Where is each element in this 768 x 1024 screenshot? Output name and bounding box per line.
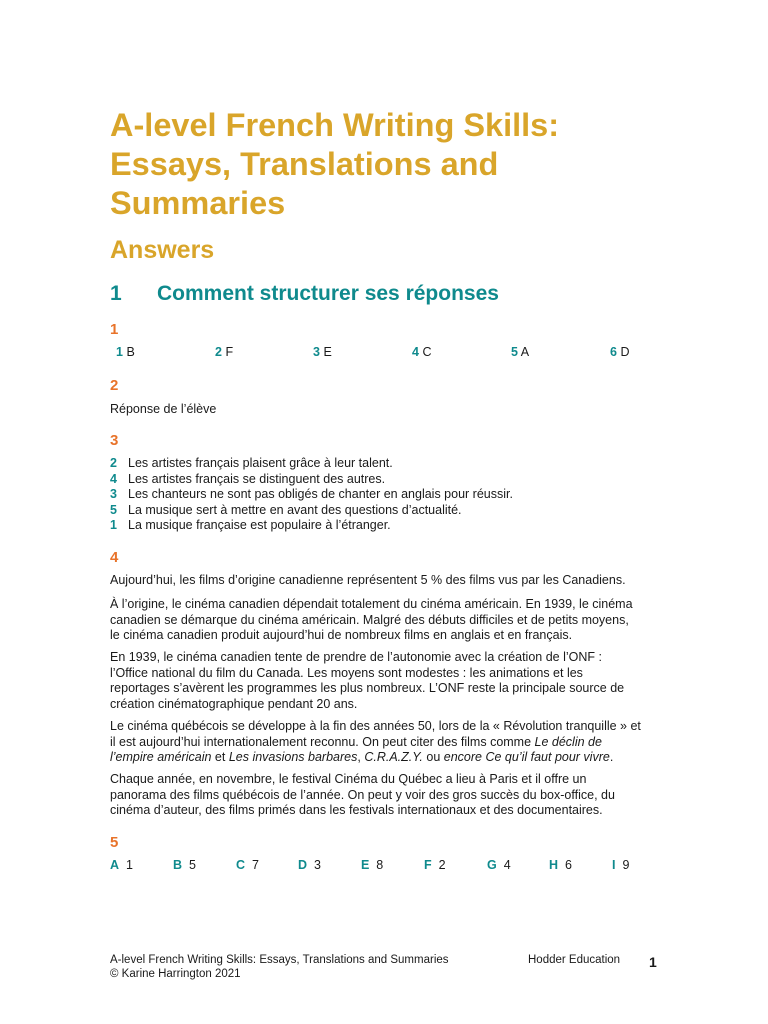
- answer-number: 6: [610, 345, 617, 359]
- answer-item: [313, 345, 332, 360]
- paragraph: [110, 573, 662, 589]
- list-item-text: Les artistes français plaisent grâce à leur talent.: [128, 456, 393, 470]
- answers-heading: Answers: [110, 236, 215, 264]
- answer-letter: A: [520, 345, 530, 359]
- answer-item: [236, 858, 259, 873]
- answer-number: 8: [376, 858, 384, 872]
- answer-letter: I: [612, 858, 616, 872]
- document-title: [110, 106, 670, 223]
- question-4-heading: 4: [110, 549, 119, 566]
- answer-letter: A: [110, 858, 120, 872]
- question-5-heading: 5: [110, 834, 119, 851]
- answer-letter: C: [236, 858, 246, 872]
- answer-number: 2: [438, 858, 446, 872]
- question-2-heading: 2: [110, 377, 119, 394]
- answer-number: 3: [313, 858, 321, 872]
- answer-letter: D: [298, 858, 308, 872]
- question-3-list: [110, 456, 670, 534]
- paragraph-line: cinéma d’auteur, des films primés dans les festivals internationaux et des documentaires.: [110, 803, 603, 817]
- answer-item: [116, 345, 135, 360]
- list-item: [110, 472, 670, 488]
- paragraph-line: [110, 750, 662, 766]
- answer-letter: F: [225, 345, 234, 359]
- paragraph: [110, 597, 662, 644]
- answer-item: [361, 858, 383, 873]
- footer-publisher: Hodder Education: [528, 954, 621, 966]
- list-item: [110, 503, 670, 519]
- title-line-3: Summaries: [110, 185, 286, 221]
- answer-item: [610, 345, 629, 360]
- film-title: C.R.A.Z.Y.: [364, 750, 423, 764]
- list-item: [110, 518, 670, 534]
- list-item-text: La musique sert à mettre en avant des questions d’actualité.: [128, 502, 462, 517]
- answer-letter: E: [361, 858, 370, 872]
- paragraph-line: Aujourd’hui, les films d’origine canadienne représentent 5 % des films vus par les Canadiens.: [110, 573, 626, 587]
- paragraph: [110, 719, 662, 766]
- answer-item: [110, 858, 133, 873]
- answer-item: [549, 858, 572, 873]
- paragraph: [110, 772, 662, 819]
- answer-number: 3: [313, 345, 320, 359]
- paragraph-line: Chaque année, en novembre, le festival Cinéma du Québec a lieu à Paris et il offre un: [110, 772, 587, 786]
- answer-number: 5: [188, 858, 196, 872]
- title-line-2: Essays, Translations and: [110, 146, 499, 182]
- answer-item: [487, 858, 511, 873]
- film-title: Le déclin de: [534, 734, 602, 749]
- answer-number: 1: [125, 858, 133, 872]
- chapter-title: Comment structurer ses réponses: [157, 282, 499, 305]
- footer-book-title: A-level French Writing Skills: Essays, Translations and Summaries: [110, 954, 449, 966]
- paragraph-line: reportages s’avèrent les programmes les plus nombreux. L’ONF reste la principale source de: [110, 681, 625, 695]
- answer-item: [173, 858, 196, 873]
- film-title: encore Ce qu’il faut pour vivre: [443, 750, 610, 764]
- film-title: Les invasions barbares: [228, 750, 358, 764]
- answer-number: 2: [215, 345, 222, 359]
- answer-letter: C: [422, 345, 432, 359]
- list-item-number: 2: [110, 456, 117, 470]
- footer-copyright: © Karine Harrington 2021: [110, 968, 241, 980]
- list-item-number: 4: [110, 471, 117, 486]
- text-run: et: [211, 750, 229, 764]
- list-item-number: 1: [110, 518, 117, 532]
- answer-letter: H: [549, 858, 559, 872]
- answer-letter: D: [620, 345, 630, 359]
- list-item-number: 3: [110, 487, 117, 501]
- answer-number: 9: [622, 858, 630, 872]
- list-item-text: Les chanteurs ne sont pas obligés de chanter en anglais pour réussir.: [128, 487, 513, 501]
- answer-letter: G: [487, 858, 497, 872]
- answer-letter: B: [126, 345, 135, 359]
- paragraph-line: le cinéma canadien produit aujourd’hui de nombreux films en anglais et en français.: [110, 628, 573, 642]
- chapter-number: 1: [110, 282, 122, 305]
- answer-item: [612, 858, 629, 873]
- answer-number: 4: [503, 858, 511, 872]
- question-3-heading: 3: [110, 432, 119, 449]
- title-line-1: A-level French Writing Skills:: [110, 107, 560, 143]
- text-run: ou: [422, 750, 444, 764]
- answer-letter: B: [173, 858, 183, 872]
- paragraph-line: panorama des films québécois de l’année. On peut y voir des gros succès du box-office, du: [110, 787, 615, 802]
- paragraph-line: création cinématographique pendant 20 ans.: [110, 696, 358, 711]
- paragraph-line: canadien se démarque du cinéma américain. Malgré des débuts difficiles et de petits moyens,: [110, 612, 629, 627]
- answer-number: 7: [251, 858, 259, 872]
- film-title: l’empire américain: [110, 750, 212, 764]
- question-2-answer: Réponse de l’élève: [110, 402, 217, 416]
- text-run: il est aujourd’hui internationalement reconnu. On peut citer des films comme: [110, 734, 535, 749]
- paragraph-line: En 1939, le cinéma canadien tente de prendre de l’autonomie avec la création de l’ONF :: [110, 650, 602, 664]
- answer-item: [412, 345, 431, 360]
- list-item: [110, 487, 670, 503]
- answer-number: 5: [511, 345, 518, 359]
- answer-item: [298, 858, 321, 873]
- answer-number: 6: [564, 858, 572, 872]
- answer-number: 1: [116, 345, 123, 359]
- page-number: 1: [649, 954, 657, 970]
- paragraph-line: À l’origine, le cinéma canadien dépendait totalement du cinéma américain. En 1939, le cinéma: [110, 597, 633, 611]
- question-1-heading: 1: [110, 321, 119, 338]
- paragraph-line: [110, 735, 662, 751]
- answer-letter: E: [323, 345, 332, 359]
- paragraph: [110, 650, 662, 712]
- text-run: .: [609, 750, 614, 764]
- answer-number: 4: [412, 345, 419, 359]
- paragraph-line: l’Office national du film du Canada. Les moyens sont modestes : les animations et les: [110, 665, 583, 680]
- answer-item: [511, 345, 529, 360]
- answer-letter: F: [424, 858, 432, 872]
- list-item-number: 5: [110, 502, 117, 517]
- list-item-text: Les artistes français se distinguent des autres.: [128, 471, 386, 486]
- list-item-text: La musique française est populaire à l’étranger.: [128, 518, 391, 532]
- list-item: [110, 456, 670, 472]
- text-run: ,: [357, 750, 365, 764]
- chapter-heading: [110, 280, 670, 308]
- paragraph-line: Le cinéma québécois se développe à la fin des années 50, lors de la « Révolution tranquille » et: [110, 719, 641, 733]
- answer-item: [215, 345, 233, 360]
- page-footer: [110, 953, 670, 981]
- answer-item: [424, 858, 446, 873]
